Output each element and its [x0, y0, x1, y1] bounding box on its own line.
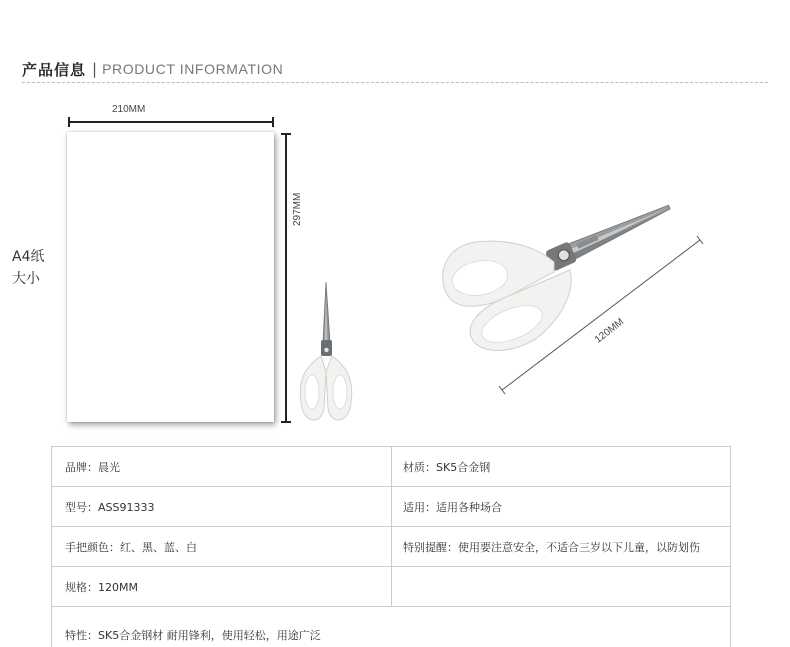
- spec-usage: 适用：适用各种场合: [392, 487, 731, 527]
- height-dimension-label: 297MM: [292, 193, 303, 226]
- scissors-length-dimension-line: [490, 230, 715, 400]
- spec-handle-colors: 手把颜色：红、黑、蓝、白: [52, 527, 392, 567]
- spec-material: 材质：SK5合金钢: [392, 447, 731, 487]
- table-row: [52, 607, 731, 647]
- spec-size: 规格：120MM: [52, 567, 392, 607]
- section-header: [22, 58, 283, 80]
- section-title-cn: 产品信息: [22, 59, 86, 80]
- spec-feature: 特性：SK5合金钢材 耐用锋利，使用轻松，用途广泛: [65, 627, 321, 647]
- section-title-en: PRODUCT INFORMATION: [102, 61, 283, 77]
- table-row: [52, 567, 731, 607]
- scissors-length-label: 120MM: [593, 316, 626, 345]
- spec-brand: 品牌：晨光: [52, 447, 392, 487]
- paper-label-line2: 大小: [12, 268, 44, 290]
- spec-safety-note: 特别提醒：使用要注意安全，不适合三岁以下儿童，以防划伤: [392, 527, 731, 567]
- a4-paper-image: [67, 132, 274, 422]
- table-row: [52, 447, 731, 487]
- paper-label-line1: A4纸: [12, 246, 44, 268]
- small-scissors-image: [296, 280, 356, 430]
- table-row: [52, 487, 731, 527]
- height-dimension-line: [281, 133, 291, 423]
- spec-table: [51, 446, 731, 647]
- spec-feature-cell: [52, 607, 731, 647]
- paper-label: [12, 246, 44, 290]
- width-dimension-line: [68, 117, 274, 127]
- table-row: [52, 527, 731, 567]
- title-separator: |: [92, 60, 97, 78]
- width-dimension-label: 210MM: [112, 104, 212, 115]
- spec-model: 型号：ASS91333: [52, 487, 392, 527]
- spec-empty: [392, 567, 731, 607]
- header-divider: [22, 82, 768, 83]
